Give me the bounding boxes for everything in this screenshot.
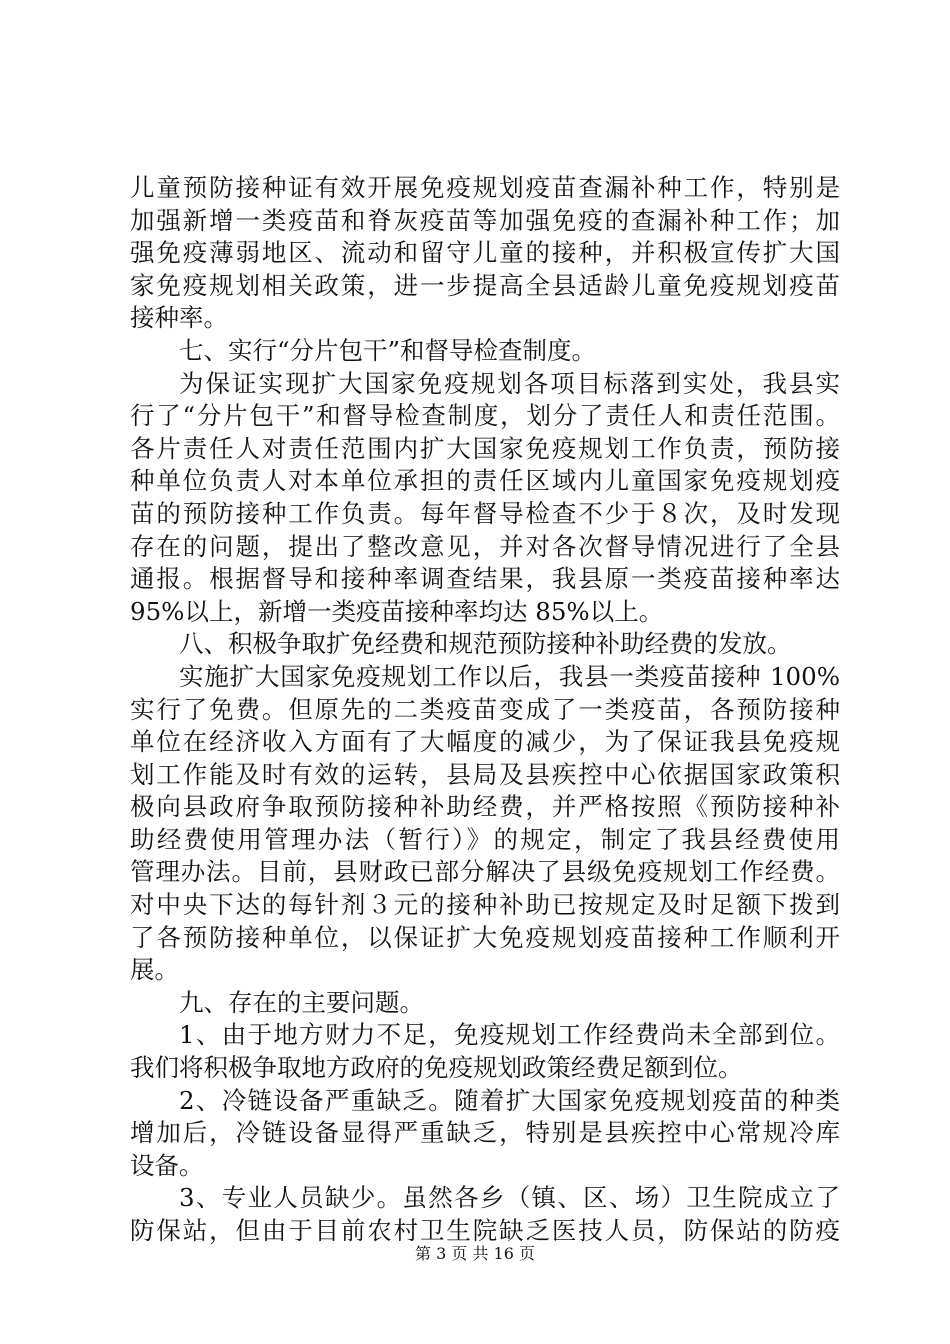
text-line: 儿童预防接种证有效开展免疫规划疫苗查漏补种工作，特别是	[130, 173, 840, 202]
text-line: 极向县政府争取预防接种补助经费，并严格按照《预防接种补	[130, 792, 840, 822]
text-line: 2、冷链设备严重缺乏。随着扩大国家免疫规划疫苗的种类	[179, 1085, 840, 1115]
text-line: 设备。	[130, 1150, 204, 1180]
text-line: 对中央下达的每针剂３元的接种补助已按规定及时足额下拨到	[130, 890, 840, 920]
text-line: 3、专业人员缺少。虽然各乡（镇、区、场）卫生院成立了	[179, 1183, 840, 1213]
text-line: 九、存在的主要问题。	[179, 987, 424, 1017]
text-line: 为保证实现扩大国家免疫规划各项目标落到实处，我县实	[179, 368, 840, 398]
text-line: 实行了免费。但原先的二类疫苗变成了一类疫苗，各预防接种	[130, 694, 840, 724]
text-line: 各片责任人对责任范围内扩大国家免疫规划工作负责，预防接	[130, 433, 840, 463]
text-line: 95%以上，新增一类疫苗接种率均达 85%以上。	[130, 596, 664, 626]
text-line: 接种率。	[130, 303, 228, 333]
text-line: 种单位负责人对本单位承担的责任区域内儿童国家免疫规划疫	[130, 466, 840, 496]
text-line: 展。	[130, 955, 179, 985]
text-line: 防保站，但由于目前农村卫生院缺乏医技人员，防保站的防疫	[130, 1216, 840, 1245]
text-line: 实施扩大国家免疫规划工作以后，我县一类疫苗接种 100%	[179, 661, 840, 691]
text-line: 管理办法。目前，县财政已部分解决了县级免疫规划工作经费。	[130, 857, 840, 887]
text-line: 家免疫规划相关政策，进一步提高全县适龄儿童免疫规划疫苗	[130, 270, 840, 300]
text-line: 1、由于地方财力不足，免疫规划工作经费尚未全部到位。	[179, 1020, 840, 1050]
text-line: 我们将积极争取地方政府的免疫规划政策经费足额到位。	[130, 1053, 743, 1083]
text-line: 七、实行“分片包干”和督导检查制度。	[179, 335, 597, 365]
text-line: 增加后，冷链设备显得严重缺乏，特别是县疾控中心常规冷库	[130, 1118, 840, 1148]
text-line: 通报。根据督导和接种率调查结果，我县原一类疫苗接种率达	[130, 564, 840, 594]
text-line: 强免疫薄弱地区、流动和留守儿童的接种，并积极宣传扩大国	[130, 238, 840, 268]
document-body	[130, 172, 840, 1248]
text-line: 苗的预防接种工作负责。每年督导检查不少于８次，及时发现	[130, 498, 840, 528]
page-footer: 第 3 页 共 16 页	[415, 1244, 535, 1263]
text-line: 助经费使用管理办法（暂行）》的规定，制定了我县经费使用	[130, 824, 840, 854]
text-line: 八、积极争取扩免经费和规范预防接种补助经费的发放。	[179, 629, 792, 659]
text-line: 行了“分片包干”和督导检查制度，划分了责任人和责任范围。	[130, 401, 840, 431]
text-line: 划工作能及时有效的运转，县局及县疾控中心依据国家政策积	[130, 759, 840, 789]
text-line: 单位在经济收入方面有了大幅度的减少，为了保证我县免疫规	[130, 727, 840, 757]
text-line: 存在的问题，提出了整改意见，并对各次督导情况进行了全县	[130, 531, 840, 561]
text-line: 了各预防接种单位，以保证扩大免疫规划疫苗接种工作顺利开	[130, 922, 840, 952]
text-line: 加强新增一类疫苗和脊灰疫苗等加强免疫的查漏补种工作；加	[130, 205, 840, 235]
